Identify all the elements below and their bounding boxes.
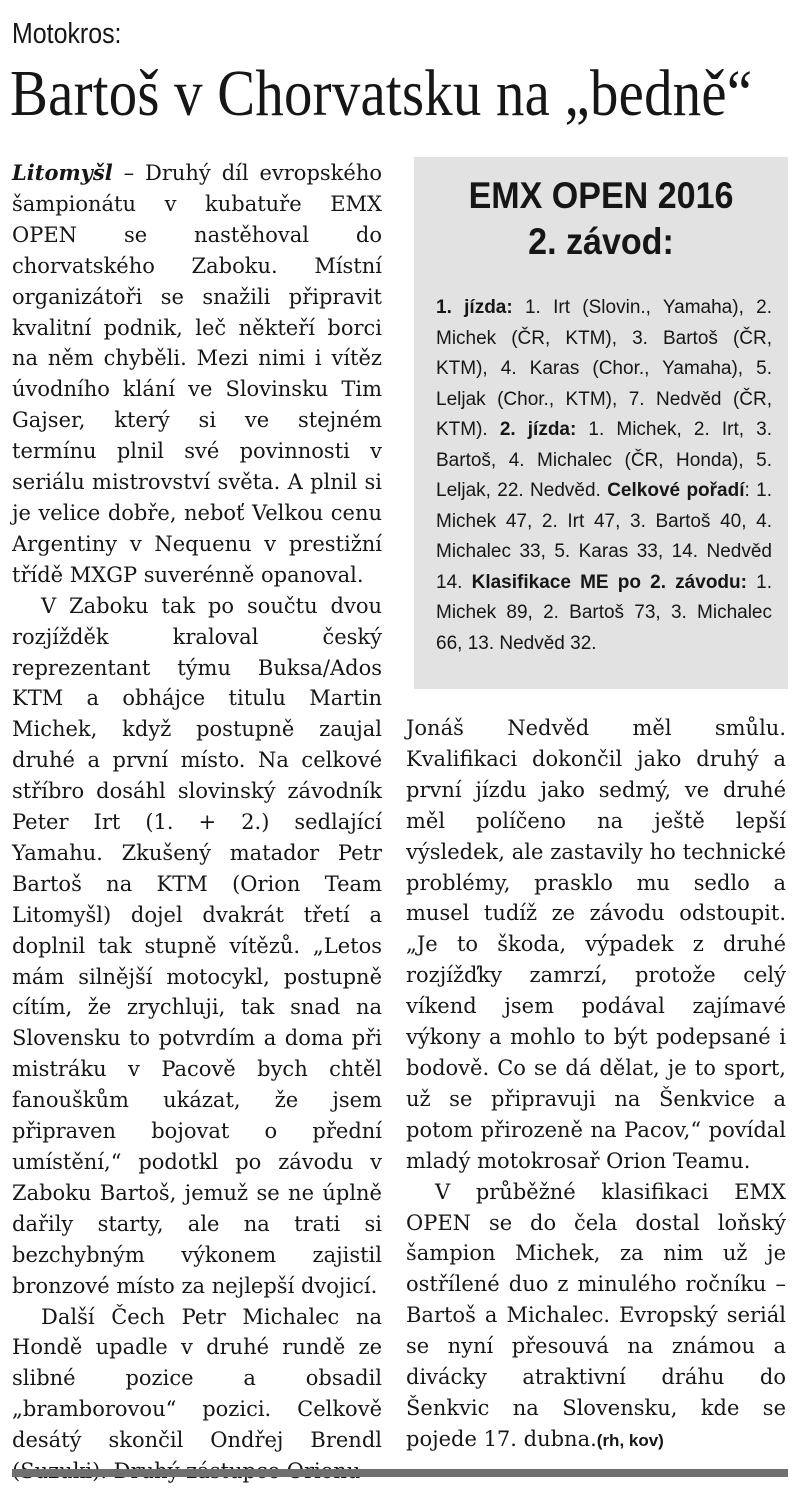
author-signature: (rh, kov)	[596, 1430, 664, 1450]
paragraph-text: V průběžné klasifikaci EMX OPEN se do čela dostal loňský šampion Michek, za nim už je ostřílené duo z minulého ročníku – Bartoš a Michalec. Evropský seriál se nyní přesouvá na známou a divácky atraktivní dráhu do Šenkvic na Slovensku, kde se pojede 17. dubna.	[406, 1179, 786, 1451]
kicker: Motokros:	[12, 18, 122, 50]
heat2-label: 2. jízda:	[499, 419, 577, 440]
results-text	[436, 293, 772, 659]
dateline: Litomyšl	[12, 160, 113, 185]
paragraph: V Zaboku tak po součtu dvou rozjížděk kraloval český reprezentant týmu Buksa/Ados KTM a obhájce titulu Martin Michek, když postupně zaujal druhé a první místo. Na celkové stříbro dosáhl slovinský závodník Peter Irt (1. + 2.) sedlající Yamahu. Zkušený matador Petr Bartoš na KTM (Orion Team Litomyšl) dojel dvakrát třetí a doplnil tak stupně vítězů. „Letos mám silnější motocykl, postupně cítím, že zrychluji, tak snad na Slovensku to potvrdím a doma při mistráku v Pacově bych chtěl fanouškům ukázat, že jsem připraven bojovat o přední umístění,“ podotkl po závodu v Zaboku Bartoš, jemuž se ne úplně dařily starty, ale na trati si bezchybným výkonem zajistil bronzové místo za nejlepší dvojicí.	[12, 593, 382, 1298]
results-subtitle: 2. závod:	[528, 221, 674, 262]
heat2-results: 1. Michek, 2. Irt, 3. Bartoš, 4. Michalec (ČR, Honda), 5. Leljak, 22. Nedvěd.	[436, 419, 772, 501]
headline: Bartoš v Chorvatsku na „bedně“	[10, 57, 753, 130]
paragraph: Další Čech Petr Michalec na Hondě upadle v druhé rundě ze slibné pozice a obsadil „bramborovou“ pozici. Celkově desátý skončil Ondřej Brendl	[12, 1304, 382, 1453]
overall-label: Celkové pořadí	[607, 480, 745, 501]
heat1-label: 1. jízda:	[436, 297, 513, 318]
article-column-1	[12, 158, 382, 1487]
standings-results: 1. Michek 89, 2. Bartoš 73, 3. Michalec 66, 13. Nedvěd 32.	[436, 571, 772, 654]
standings-label: Klasifikace ME po 2. závodu:	[471, 571, 747, 593]
paragraph	[12, 158, 382, 591]
results-title: EMX OPEN 2016	[468, 175, 734, 216]
results-box	[414, 157, 788, 689]
heat1-results: 1. Irt (Slovin., Yamaha), 2. Michek (ČR, KTM), 3. Bartoš (ČR, KTM), 4. Karas (Chor., Yamaha), 5. Leljak (Chor., KTM), 7. Nedvěd (ČR, KTM).	[436, 297, 772, 440]
overall-results: : 1. Michek 47, 2. Irt 47, 3. Bartoš 40, 4. Michalec 33, 5. Karas 33, 14. Nedvěd 14.	[436, 480, 772, 593]
paragraph	[406, 1177, 786, 1457]
bottom-rule	[12, 1469, 788, 1477]
article-column-2	[406, 713, 786, 1457]
paragraph-text: – Druhý díl evropského šampionátu v kubatuře EMX OPEN se nastěhoval do chorvatského Zaboku. Místní organizátoři se snažili připravit kvalitní podnik, leč někteří borci na něm chyběli. Mezi nimi i vítěz úvodního klání ve Slovinsku Tim Gajser, který si ve stejném termínu plnil své povinnosti v seriálu mistrovství světa. A plnil si je velice dobře, neboť Velkou cenu Argentiny v Nequenu v prestižní třídě MXGP suverénně opanoval.	[12, 161, 382, 587]
paragraph: Jonáš Nedvěd měl smůlu. Kvalifikaci dokončil jako druhý a první jízdu jako sedmý, ve druhé měl políčeno na ještě lepší výsledek, ale zastavily ho technické problémy, prasklo mu sedlo a musel tudíž ze závodu odstoupit. „Je to škoda, výpadek z druhé rozjížďky zamrzí, protože celý víkend jsem podával zajímavé výkony a mohlo to být podepsané i bodově. Co se dá dělat, je to sport, už se připravuji na Šenkvice a potom přirozeně na Pacov,“ povídal mladý motokrosař Orion Teamu.	[406, 716, 786, 1173]
